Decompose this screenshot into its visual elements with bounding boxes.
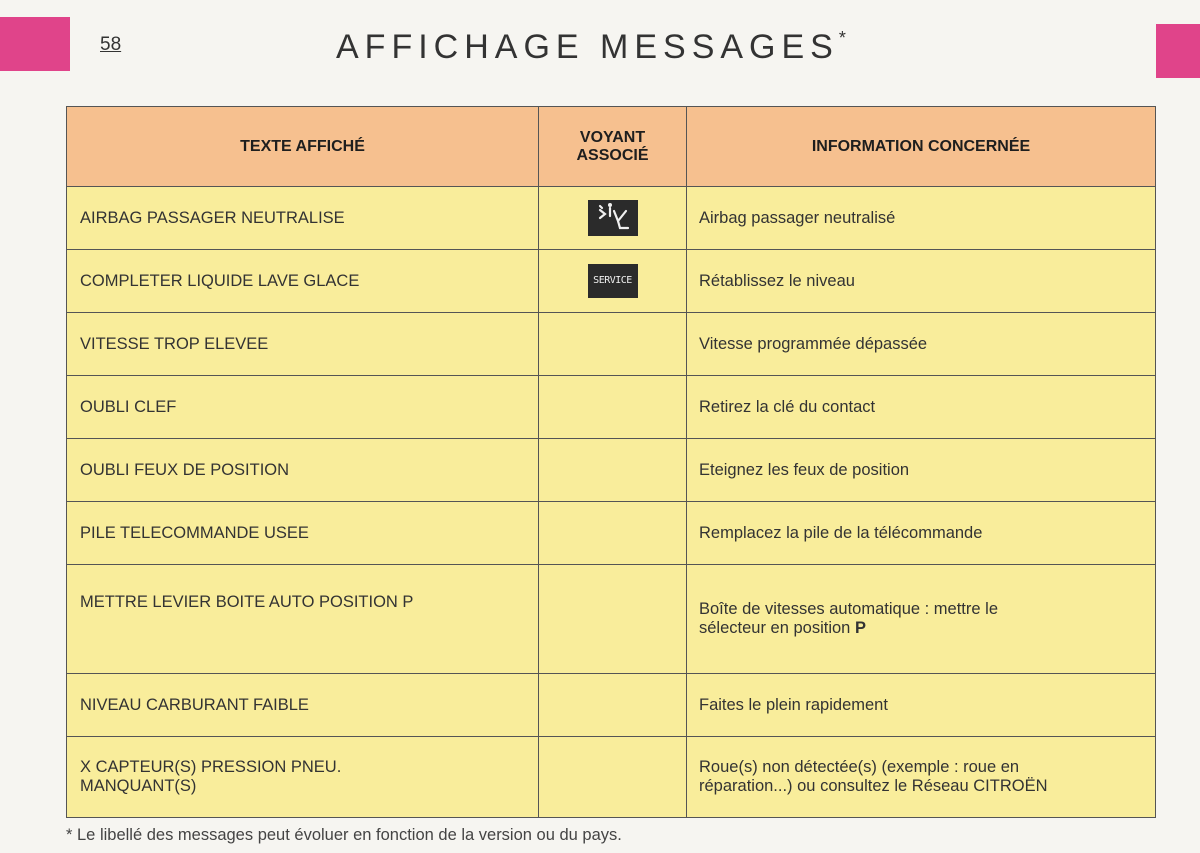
footnote: * Le libellé des messages peut évoluer en fonction de la version ou du pays. <box>66 826 622 844</box>
table-row <box>67 313 1156 376</box>
page-title-mark: * <box>838 28 846 48</box>
cell-info <box>687 565 1156 674</box>
cell-texte-line1: X CAPTEUR(S) PRESSION PNEU. <box>80 758 342 776</box>
cell-texte: PILE TELECOMMANDE USEE <box>67 502 539 565</box>
table-row <box>67 250 1156 313</box>
table-row <box>67 565 1156 674</box>
messages-table <box>66 106 1156 818</box>
cell-info: Remplacez la pile de la télécommande <box>687 502 1156 565</box>
header-voyant-line2: ASSOCIÉ <box>576 146 649 164</box>
cell-voyant <box>539 376 687 439</box>
airbag-off-icon <box>588 200 638 236</box>
page-title-text: AFFICHAGE MESSAGES <box>336 28 839 66</box>
section-tab-right <box>1156 24 1200 78</box>
cell-info-line1: Roue(s) non détectée(s) (exemple : roue en <box>699 758 1020 776</box>
table-row <box>67 502 1156 565</box>
cell-texte: OUBLI CLEF <box>67 376 539 439</box>
cell-texte: VITESSE TROP ELEVEE <box>67 313 539 376</box>
table-header-row <box>67 107 1156 187</box>
cell-info-line2: sélecteur en position <box>699 619 851 637</box>
table-row <box>67 187 1156 250</box>
section-tab-left <box>0 17 70 71</box>
cell-voyant <box>539 674 687 737</box>
cell-info-bold: P <box>854 619 866 637</box>
cell-info: Faites le plein rapidement <box>687 674 1156 737</box>
header-voyant-line1: VOYANT <box>579 128 646 146</box>
page-number: 58 <box>100 34 122 55</box>
cell-voyant <box>539 250 687 313</box>
cell-info: Airbag passager neutralisé <box>687 187 1156 250</box>
service-icon: SERVICE <box>588 264 638 298</box>
table-row <box>67 439 1156 502</box>
cell-info: Vitesse programmée dépassée <box>687 313 1156 376</box>
cell-voyant <box>539 502 687 565</box>
header-voyant <box>539 107 687 187</box>
cell-texte: COMPLETER LIQUIDE LAVE GLACE <box>67 250 539 313</box>
cell-info: Eteignez les feux de position <box>687 439 1156 502</box>
cell-texte: NIVEAU CARBURANT FAIBLE <box>67 674 539 737</box>
cell-voyant <box>539 187 687 250</box>
table-row <box>67 376 1156 439</box>
cell-info-line2: réparation...) ou consultez le Réseau CITROËN <box>699 777 1048 795</box>
cell-voyant <box>539 439 687 502</box>
page-title <box>336 28 846 67</box>
header-texte: TEXTE AFFICHÉ <box>67 107 539 187</box>
table-row <box>67 674 1156 737</box>
cell-texte-line2: MANQUANT(S) <box>80 777 197 795</box>
cell-info: Retirez la clé du contact <box>687 376 1156 439</box>
cell-texte: AIRBAG PASSAGER NEUTRALISE <box>67 187 539 250</box>
cell-info: Rétablissez le niveau <box>687 250 1156 313</box>
cell-texte: METTRE LEVIER BOITE AUTO POSITION P <box>67 565 539 674</box>
cell-info <box>687 737 1156 818</box>
table-row <box>67 737 1156 818</box>
cell-voyant <box>539 737 687 818</box>
cell-texte: OUBLI FEUX DE POSITION <box>67 439 539 502</box>
cell-texte <box>67 737 539 818</box>
header-info: INFORMATION CONCERNÉE <box>687 107 1156 187</box>
cell-voyant <box>539 313 687 376</box>
cell-voyant <box>539 565 687 674</box>
cell-info-line1: Boîte de vitesses automatique : mettre le <box>699 600 998 618</box>
